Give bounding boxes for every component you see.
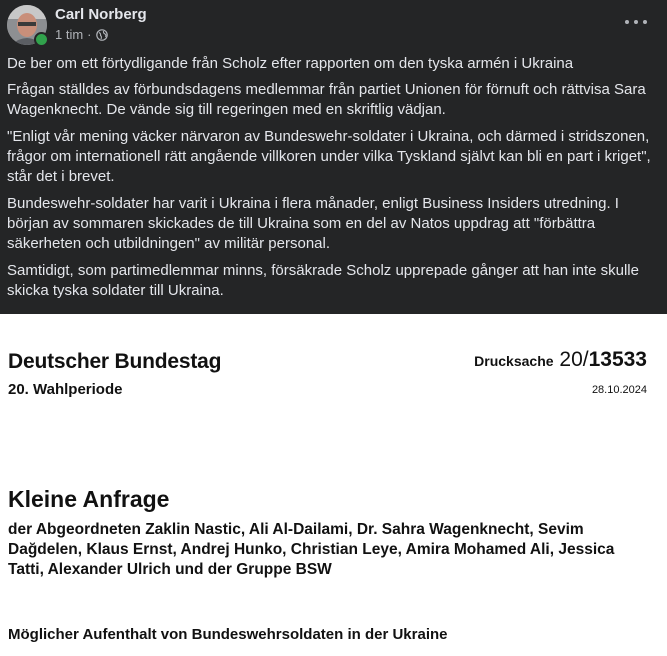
online-status-icon <box>34 32 49 47</box>
post-paragraph: De ber om ett förtydligande från Scholz efter rapporten om den tyska armén i Ukraina <box>7 55 574 72</box>
meta-separator: · <box>87 27 92 42</box>
post-time[interactable]: 1 tim <box>55 27 84 42</box>
drucksache-number: 13533 <box>588 348 647 371</box>
post-text <box>0 50 667 301</box>
drucksache-prefix: 20/ <box>559 348 589 371</box>
document-drucksache <box>474 348 647 372</box>
drucksache-label: Drucksache <box>474 353 554 369</box>
document-authors: der Abgeordneten Zaklin Nastic, Ali Al-Dailami, Dr. Sahra Wagenknecht, Sevim Dağdelen, Klaus Ernst, Andrej Hunko, Christian Leye, Amira Mohamed Ali, Jessica Tatti, Alexander Ulrich und der Gruppe BSW <box>8 521 615 578</box>
post-header <box>0 0 667 50</box>
more-options-icon[interactable] <box>625 12 647 32</box>
post-paragraph: Bundeswehr-soldater har varit i Ukraina i flera månader, enligt Business Insiders utredning. I början av sommaren skickades de till Ukraina som en del av Natos uppdrag att "förbättra säkerheten och utbildningen" av militär personal. <box>7 195 619 252</box>
post-paragraph: "Enligt vår mening väcker närvaron av Bundeswehr-soldater i Ukraina, och därmed i stridszonen, frågor om internationell rätt angående villkoren under vilka Tyskland självt kan bli en part i kriget", står det i brevet. <box>7 128 651 185</box>
post-paragraph: Samtidigt, som partimedlemmar minns, försäkrade Scholz upprepade gånger att han inte skulle skicka tyska soldater till Ukraina. <box>7 262 639 299</box>
author-name[interactable]: Carl Norberg <box>55 6 147 23</box>
post-paragraph: Frågan ställdes av förbundsdagens medlemmar från partiet Unionen för förnuft och rättvisa Sara Wagenknecht. De vände sig till regeringen med en skriftlig vädjan. <box>7 81 646 118</box>
document-kind: Kleine Anfrage <box>8 486 170 512</box>
post-meta <box>55 27 108 42</box>
document-date: 28.10.2024 <box>591 384 647 396</box>
document-subject: Möglicher Aufenthalt von Bundeswehrsoldaten in der Ukraine <box>8 626 448 643</box>
document-period: 20. Wahlperiode <box>8 381 123 398</box>
attached-document-image[interactable] <box>0 314 667 656</box>
document-institution: Deutscher Bundestag <box>8 350 222 373</box>
globe-icon[interactable] <box>96 29 108 41</box>
